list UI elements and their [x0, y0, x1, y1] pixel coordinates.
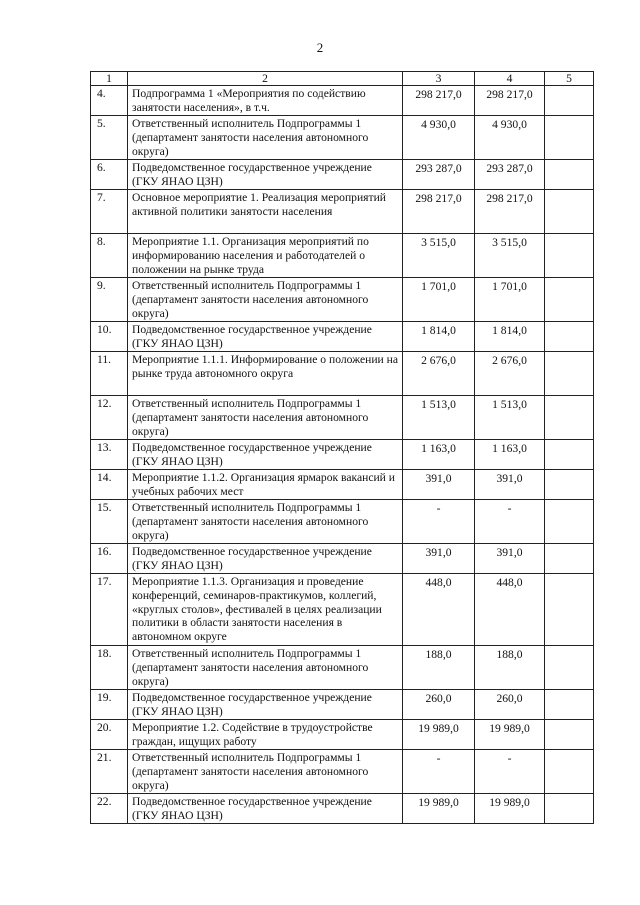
value-col-3: 391,0 — [403, 544, 475, 574]
value-col-5 — [545, 160, 594, 190]
row-description: Мероприятие 1.1.2. Организация ярмарок вакансий и учебных рабочих мест — [128, 470, 403, 500]
row-description: Ответственный исполнитель Подпрограммы 1 (департамент занятости населения автономного округа) — [128, 500, 403, 544]
row-description: Подведомственное государственное учреждение (ГКУ ЯНАО ЦЗН) — [128, 322, 403, 352]
row-description: Подведомственное государственное учреждение (ГКУ ЯНАО ЦЗН) — [128, 160, 403, 190]
row-description: Подведомственное государственное учреждение (ГКУ ЯНАО ЦЗН) — [128, 794, 403, 824]
row-description: Подведомственное государственное учреждение (ГКУ ЯНАО ЦЗН) — [128, 440, 403, 470]
row-number: 15. — [91, 500, 128, 544]
value-col-4: 1 814,0 — [475, 322, 545, 352]
row-number: 22. — [91, 794, 128, 824]
row-description: Основное мероприятие 1. Реализация мероприятий активной политики занятости населения — [128, 190, 403, 234]
value-col-4: 19 989,0 — [475, 794, 545, 824]
row-number: 7. — [91, 190, 128, 234]
value-col-3: 3 515,0 — [403, 234, 475, 278]
value-col-5 — [545, 440, 594, 470]
value-col-5 — [545, 190, 594, 234]
value-col-4: 1 513,0 — [475, 396, 545, 440]
value-col-5 — [545, 750, 594, 794]
table-row — [91, 440, 594, 470]
table-row — [91, 690, 594, 720]
header-cell: 1 — [91, 72, 128, 86]
value-col-3: 188,0 — [403, 646, 475, 690]
row-description: Подпрограмма 1 «Мероприятия по содействию занятости населения», в т.ч. — [128, 86, 403, 116]
value-col-3: 298 217,0 — [403, 190, 475, 234]
row-number: 12. — [91, 396, 128, 440]
value-col-3: 260,0 — [403, 690, 475, 720]
row-number: 4. — [91, 86, 128, 116]
table-row — [91, 322, 594, 352]
table-row — [91, 278, 594, 322]
value-col-5 — [545, 690, 594, 720]
value-col-5 — [545, 116, 594, 160]
table-row — [91, 574, 594, 646]
value-col-4: 391,0 — [475, 544, 545, 574]
value-col-5 — [545, 720, 594, 750]
value-col-5 — [545, 322, 594, 352]
table-row — [91, 500, 594, 544]
value-col-3: 19 989,0 — [403, 720, 475, 750]
value-col-4: 391,0 — [475, 470, 545, 500]
value-col-4: 298 217,0 — [475, 190, 545, 234]
table-row — [91, 190, 594, 234]
value-col-4: 1 701,0 — [475, 278, 545, 322]
row-number: 10. — [91, 322, 128, 352]
row-description: Мероприятие 1.2. Содействие в трудоустройстве граждан, ищущих работу — [128, 720, 403, 750]
value-col-3: 1 701,0 — [403, 278, 475, 322]
header-cell: 5 — [545, 72, 594, 86]
value-col-5 — [545, 234, 594, 278]
table-row — [91, 544, 594, 574]
value-col-3: 448,0 — [403, 574, 475, 646]
value-col-3: 1 163,0 — [403, 440, 475, 470]
value-col-5 — [545, 500, 594, 544]
table-row — [91, 470, 594, 500]
row-description: Мероприятие 1.1.3. Организация и проведение конференций, семинаров-практикумов, коллегий, «круглых столов», фестивалей в целях реализации политики в области занятости населения в автономном округе — [128, 574, 403, 646]
table-row — [91, 86, 594, 116]
header-row — [91, 72, 594, 86]
table-row — [91, 750, 594, 794]
table-row — [91, 160, 594, 190]
row-number: 18. — [91, 646, 128, 690]
value-col-3: 391,0 — [403, 470, 475, 500]
table-row — [91, 116, 594, 160]
value-col-5 — [545, 470, 594, 500]
value-col-4: - — [475, 500, 545, 544]
table-row — [91, 720, 594, 750]
table-row — [91, 352, 594, 396]
value-col-4: 448,0 — [475, 574, 545, 646]
table-row — [91, 646, 594, 690]
row-number: 14. — [91, 470, 128, 500]
value-col-4: - — [475, 750, 545, 794]
row-number: 8. — [91, 234, 128, 278]
value-col-5 — [545, 794, 594, 824]
header-cell: 4 — [475, 72, 545, 86]
value-col-3: 19 989,0 — [403, 794, 475, 824]
page-number: 2 — [316, 40, 324, 55]
value-col-3: - — [403, 750, 475, 794]
row-number: 6. — [91, 160, 128, 190]
table-row — [91, 396, 594, 440]
value-col-5 — [545, 574, 594, 646]
row-number: 13. — [91, 440, 128, 470]
value-col-3: 2 676,0 — [403, 352, 475, 396]
value-col-3: 1 814,0 — [403, 322, 475, 352]
table-row — [91, 794, 594, 824]
value-col-4: 293 287,0 — [475, 160, 545, 190]
row-description: Ответственный исполнитель Подпрограммы 1 (департамент занятости населения автономного округа) — [128, 646, 403, 690]
header-cell: 3 — [403, 72, 475, 86]
row-description: Ответственный исполнитель Подпрограммы 1 (департамент занятости населения автономного округа) — [128, 750, 403, 794]
row-description: Ответственный исполнитель Подпрограммы 1 (департамент занятости населения автономного округа) — [128, 396, 403, 440]
value-col-3: 293 287,0 — [403, 160, 475, 190]
value-col-5 — [545, 86, 594, 116]
value-col-5 — [545, 352, 594, 396]
header-cell: 2 — [128, 72, 403, 86]
row-description: Ответственный исполнитель Подпрограммы 1 (департамент занятости населения автономного округа) — [128, 116, 403, 160]
row-number: 16. — [91, 544, 128, 574]
value-col-3: - — [403, 500, 475, 544]
row-description: Подведомственное государственное учреждение (ГКУ ЯНАО ЦЗН) — [128, 544, 403, 574]
value-col-5 — [545, 544, 594, 574]
row-number: 5. — [91, 116, 128, 160]
row-number: 11. — [91, 352, 128, 396]
value-col-4: 19 989,0 — [475, 720, 545, 750]
row-description: Ответственный исполнитель Подпрограммы 1 (департамент занятости населения автономного округа) — [128, 278, 403, 322]
value-col-4: 298 217,0 — [475, 86, 545, 116]
row-number: 20. — [91, 720, 128, 750]
value-col-5 — [545, 396, 594, 440]
value-col-5 — [545, 278, 594, 322]
value-col-3: 4 930,0 — [403, 116, 475, 160]
row-description: Мероприятие 1.1. Организация мероприятий по информированию населения и работодателей о положении на рынке труда — [128, 234, 403, 278]
value-col-4: 4 930,0 — [475, 116, 545, 160]
value-col-4: 1 163,0 — [475, 440, 545, 470]
budget-table — [90, 71, 594, 824]
row-number: 17. — [91, 574, 128, 646]
value-col-4: 3 515,0 — [475, 234, 545, 278]
row-description: Мероприятие 1.1.1. Информирование о положении на рынке труда автономного округа — [128, 352, 403, 396]
value-col-4: 260,0 — [475, 690, 545, 720]
row-description: Подведомственное государственное учреждение (ГКУ ЯНАО ЦЗН) — [128, 690, 403, 720]
row-number: 9. — [91, 278, 128, 322]
value-col-5 — [545, 646, 594, 690]
row-number: 21. — [91, 750, 128, 794]
row-number: 19. — [91, 690, 128, 720]
value-col-4: 2 676,0 — [475, 352, 545, 396]
table-row — [91, 234, 594, 278]
value-col-3: 298 217,0 — [403, 86, 475, 116]
value-col-4: 188,0 — [475, 646, 545, 690]
value-col-3: 1 513,0 — [403, 396, 475, 440]
